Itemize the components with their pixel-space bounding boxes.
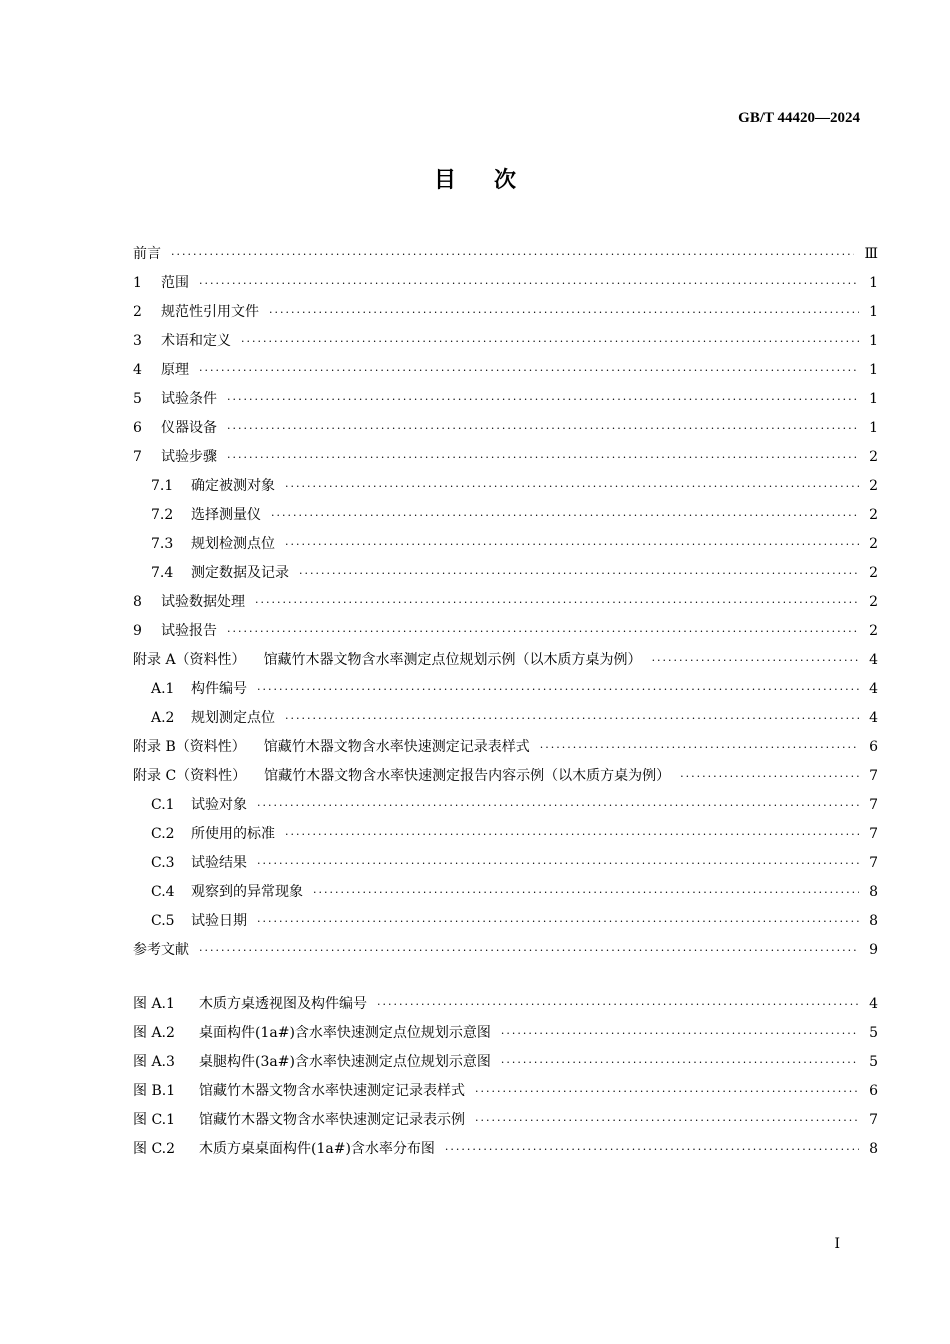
toc-entry[interactable] (133, 646, 878, 675)
toc-entry-page: 1 (869, 333, 878, 349)
figure-entry-label: 木质方桌桌面构件(1a#)含水率分布图 (199, 1141, 435, 1157)
toc-entry-page: 1 (869, 420, 878, 436)
toc-entry[interactable] (133, 530, 878, 559)
figure-entry-number: 图 A.3 (133, 1054, 175, 1070)
toc-entry-page: 2 (869, 478, 878, 494)
dot-leader (171, 240, 854, 269)
toc-entry[interactable] (133, 733, 878, 762)
toc-entry[interactable] (133, 675, 878, 704)
toc-entry[interactable] (133, 385, 878, 414)
toc-entry-number: 4 (133, 362, 142, 378)
toc-entry-number: 8 (133, 594, 142, 610)
toc-entry[interactable] (133, 588, 878, 617)
toc-entry-label: 馆藏竹木器文物含水率测定点位规划示例（以木质方桌为例） (263, 652, 642, 668)
toc-entry-page: 1 (869, 362, 878, 378)
dot-leader (475, 1077, 859, 1106)
toc-entry[interactable] (133, 617, 878, 646)
toc-entry-number: C.1 (151, 797, 175, 813)
toc-entry-number: A.1 (151, 681, 175, 697)
toc-entry-page: 2 (869, 565, 878, 581)
figure-entry-page: 5 (869, 1025, 878, 1041)
figure-entry[interactable] (133, 990, 878, 1019)
toc-entry[interactable] (133, 240, 878, 269)
figure-entry-label: 桌面构件(1a#)含水率快速测定点位规划示意图 (199, 1025, 491, 1041)
toc-entry[interactable] (133, 472, 878, 501)
toc-entry-label: 构件编号 (191, 681, 247, 697)
dot-leader (199, 936, 859, 965)
figure-entry-page: 7 (869, 1112, 878, 1128)
toc-entry-label: 试验日期 (191, 913, 247, 929)
toc-entry-number: 7.4 (151, 565, 174, 581)
dot-leader (680, 762, 859, 791)
figure-entry-number: 图 B.1 (133, 1083, 176, 1099)
toc-entry-number: C.3 (151, 855, 175, 871)
toc-entry-number: C.5 (151, 913, 175, 929)
toc-entry-label: 原理 (161, 362, 189, 378)
toc-entry-number: 7.3 (151, 536, 174, 552)
dot-leader (199, 269, 859, 298)
toc-entry[interactable] (133, 327, 878, 356)
toc-entry-page: 8 (869, 884, 878, 900)
figure-entry-label: 馆藏竹木器文物含水率快速测定记录表样式 (199, 1083, 465, 1099)
toc-entry-page: 2 (869, 449, 878, 465)
figure-entry-page: 6 (869, 1083, 878, 1099)
toc-entry-number: A.2 (151, 710, 175, 726)
toc-entry[interactable] (133, 704, 878, 733)
toc-entry[interactable] (133, 298, 878, 327)
dot-leader (652, 646, 860, 675)
toc-entry-label: 测定数据及记录 (191, 565, 289, 581)
toc-entry-label: 试验步骤 (161, 449, 217, 465)
dot-leader (475, 1106, 859, 1135)
standard-number: GB/T 44420—2024 (738, 110, 860, 126)
dot-leader (377, 990, 859, 1019)
dot-leader (269, 298, 859, 327)
toc-entry-page: 2 (869, 594, 878, 610)
toc-entry-number: 1 (133, 275, 142, 291)
toc-entry-number: 5 (133, 391, 142, 407)
figure-entry-page: 4 (869, 996, 878, 1012)
toc-entry[interactable] (133, 269, 878, 298)
toc-entry-label: 规划检测点位 (191, 536, 275, 552)
toc-entry-label: 选择测量仪 (191, 507, 261, 523)
dot-leader (257, 675, 859, 704)
toc-entry-label: 规范性引用文件 (161, 304, 259, 320)
toc-entry[interactable] (133, 559, 878, 588)
toc-entry-label: 试验数据处理 (161, 594, 245, 610)
figure-entry-number: 图 C.2 (133, 1141, 176, 1157)
toc-entry[interactable] (133, 501, 878, 530)
toc-entry[interactable] (133, 907, 878, 936)
toc-entry-page: 2 (869, 536, 878, 552)
dot-leader (285, 704, 859, 733)
toc-entry-page: 2 (869, 507, 878, 523)
toc-entry-page: 9 (869, 942, 878, 958)
table-of-contents (133, 240, 878, 965)
dot-leader (199, 356, 859, 385)
toc-appendix-prefix: 附录 A（资料性） (133, 652, 246, 668)
toc-appendix-prefix: 附录 B（资料性） (133, 739, 246, 755)
toc-entry-label: 馆藏竹木器文物含水率快速测定报告内容示例（以木质方桌为例） (264, 768, 671, 784)
toc-entry-label: 规划测定点位 (191, 710, 275, 726)
figure-entry-page: 8 (869, 1141, 878, 1157)
toc-entry-label: 参考文献 (133, 942, 189, 958)
toc-entry-label: 观察到的异常现象 (191, 884, 303, 900)
toc-entry-page: 4 (869, 652, 878, 668)
figure-entry-label: 馆藏竹木器文物含水率快速测定记录表示例 (199, 1112, 465, 1128)
dot-leader (227, 414, 859, 443)
page-title: 目次 (433, 168, 554, 193)
footer-page-number: Ⅰ (834, 1236, 840, 1252)
dot-leader (540, 733, 859, 762)
toc-entry-number: 2 (133, 304, 142, 320)
dot-leader (285, 820, 859, 849)
dot-leader (501, 1048, 859, 1077)
toc-entry[interactable] (133, 878, 878, 907)
figure-entry-number: 图 C.1 (133, 1112, 176, 1128)
figure-entry-label: 木质方桌透视图及构件编号 (199, 996, 367, 1012)
dot-leader (445, 1135, 859, 1164)
toc-entry-page: 4 (869, 710, 878, 726)
toc-entry-page: 1 (869, 304, 878, 320)
figure-entry[interactable] (133, 1135, 878, 1164)
toc-entry[interactable] (133, 443, 878, 472)
toc-entry[interactable] (133, 849, 878, 878)
figure-entry[interactable] (133, 1106, 878, 1135)
toc-entry-page: 7 (869, 768, 878, 784)
dot-leader (227, 443, 859, 472)
dot-leader (227, 617, 859, 646)
dot-leader (299, 559, 859, 588)
toc-entry-label: 试验对象 (191, 797, 247, 813)
toc-entry-page: 6 (869, 739, 878, 755)
toc-entry[interactable] (133, 414, 878, 443)
dot-leader (257, 907, 859, 936)
toc-entry-label: 试验结果 (191, 855, 247, 871)
toc-entry[interactable] (133, 791, 878, 820)
dot-leader (285, 472, 859, 501)
dot-leader (255, 588, 859, 617)
toc-entry-page: 1 (869, 275, 878, 291)
toc-entry-label: 术语和定义 (161, 333, 231, 349)
toc-entry-label: 所使用的标准 (191, 826, 275, 842)
dot-leader (257, 791, 859, 820)
toc-entry-page: Ⅲ (864, 246, 878, 262)
toc-entry-page: 7 (869, 826, 878, 842)
dot-leader (285, 530, 859, 559)
dot-leader (313, 878, 859, 907)
toc-entry-page: 8 (869, 913, 878, 929)
figure-entry[interactable] (133, 1019, 878, 1048)
toc-entry-number: 9 (133, 623, 142, 639)
toc-entry[interactable] (133, 762, 878, 791)
figure-entry[interactable] (133, 1077, 878, 1106)
toc-entry-number: 7.2 (151, 507, 174, 523)
toc-entry-label: 前言 (133, 246, 161, 262)
toc-entry-page: 7 (869, 855, 878, 871)
figure-entry-label: 桌腿构件(3a#)含水率快速测定点位规划示意图 (199, 1054, 491, 1070)
toc-entry[interactable] (133, 820, 878, 849)
toc-entry-number: 6 (133, 420, 142, 436)
toc-entry-label: 试验条件 (161, 391, 217, 407)
toc-entry-page: 4 (869, 681, 878, 697)
toc-appendix-prefix: 附录 C（资料性） (133, 768, 247, 784)
toc-entry-label: 仪器设备 (161, 420, 217, 436)
dot-leader (227, 385, 859, 414)
toc-entry-page: 2 (869, 623, 878, 639)
toc-entry-number: 3 (133, 333, 142, 349)
figure-entry[interactable] (133, 1048, 878, 1077)
toc-entry-label: 范围 (161, 275, 189, 291)
toc-entry-page: 1 (869, 391, 878, 407)
dot-leader (271, 501, 859, 530)
dot-leader (241, 327, 859, 356)
toc-entry-number: C.4 (151, 884, 175, 900)
toc-entry-label: 确定被测对象 (191, 478, 275, 494)
toc-entry-page: 7 (869, 797, 878, 813)
toc-entry-label: 试验报告 (161, 623, 217, 639)
dot-leader (501, 1019, 859, 1048)
toc-entry[interactable] (133, 936, 878, 965)
toc-entry-number: C.2 (151, 826, 175, 842)
figure-entry-number: 图 A.2 (133, 1025, 175, 1041)
toc-entry-label: 馆藏竹木器文物含水率快速测定记录表样式 (263, 739, 530, 755)
toc-entry-number: 7 (133, 449, 142, 465)
toc-entry-number: 7.1 (151, 478, 174, 494)
list-of-figures (133, 990, 878, 1164)
figure-entry-number: 图 A.1 (133, 996, 175, 1012)
dot-leader (257, 849, 859, 878)
toc-entry[interactable] (133, 356, 878, 385)
figure-entry-page: 5 (869, 1054, 878, 1070)
